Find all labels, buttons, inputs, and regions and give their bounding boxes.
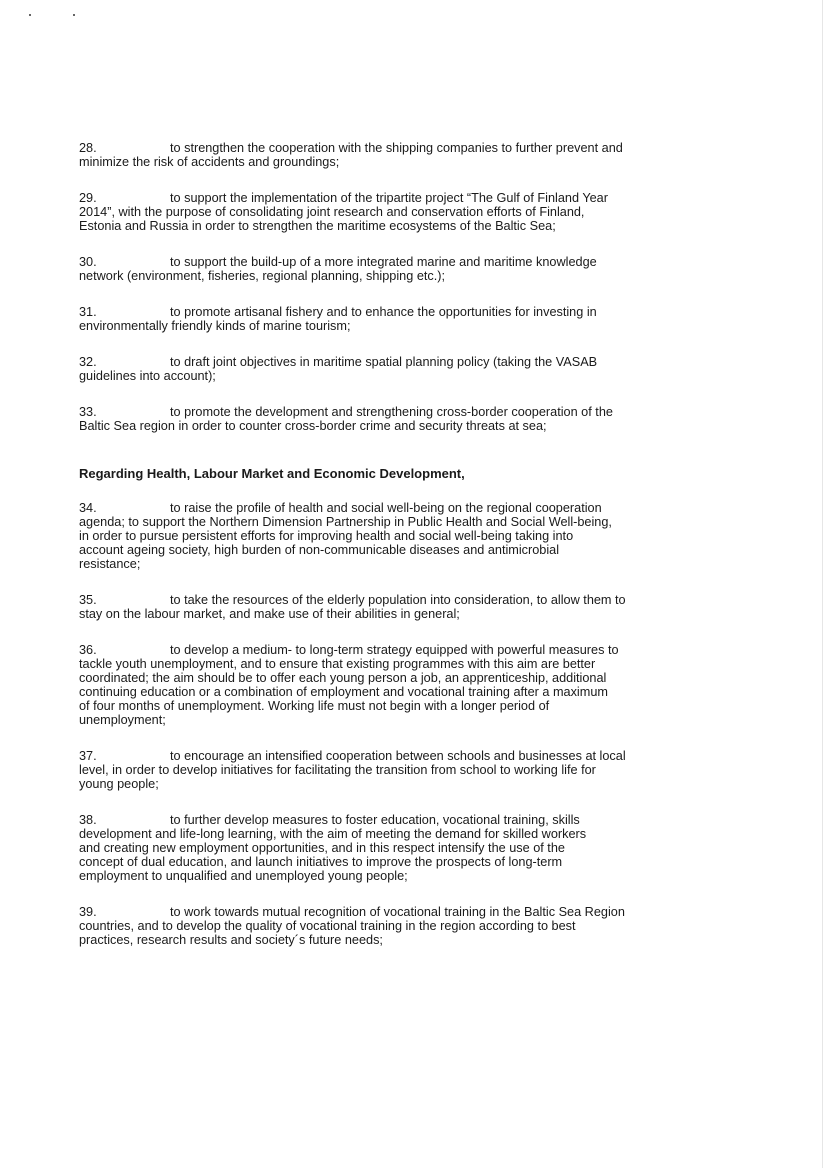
paragraph-text: Estonia and Russia in order to strengthen the maritime ecosystems of the Baltic Sea; [79,219,556,233]
numbered-paragraph [79,749,759,791]
paragraph-line [79,657,759,671]
paragraph-line [79,543,759,557]
paragraph-line [79,699,759,713]
paragraph-text: in order to pursue persistent efforts for improving health and social well-being taking into [79,529,574,543]
paragraph-text: coordinated; the aim should be to offer each young person a job, an apprenticeship, additional [79,671,607,685]
scan-speck [29,14,31,16]
paragraph-line [79,841,759,855]
paragraph-line [79,827,759,841]
paragraph-text: to promote artisanal fishery and to enhance the opportunities for investing in [170,305,597,319]
scan-speck [73,14,75,16]
scan-edge [822,0,823,1168]
paragraph-line [79,269,759,283]
document-body [79,141,759,969]
paragraph-text: minimize the risk of accidents and groundings; [79,155,340,169]
paragraph-line [79,191,759,205]
paragraph-number: 30. [79,255,97,269]
numbered-paragraph [79,593,759,621]
paragraph-line [79,155,759,169]
paragraph-text: development and life-long learning, with the aim of meeting the demand for skilled workers [79,827,587,841]
paragraph-line [79,557,759,571]
paragraph-text: to take the resources of the elderly population into consideration, to allow them to [170,593,626,607]
paragraph-line [79,685,759,699]
paragraph-text: concept of dual education, and launch initiatives to improve the prospects of long-term [79,855,563,869]
paragraph-text: and creating new employment opportunities, and in this respect intensify the use of the [79,841,565,855]
paragraph-number: 36. [79,643,97,657]
paragraph-line [79,643,759,657]
paragraph-line [79,855,759,869]
paragraph-line [79,713,759,727]
numbered-paragraph [79,255,759,283]
paragraph-number: 34. [79,501,97,515]
paragraph-line [79,749,759,763]
paragraph-line [79,529,759,543]
maritime-items [79,141,759,433]
paragraph-number: 29. [79,191,97,205]
paragraph-number: 31. [79,305,97,319]
paragraph-text: resistance; [79,557,141,571]
paragraph-number: 28. [79,141,97,155]
paragraph-text: Baltic Sea region in order to counter cross-border crime and security threats at sea; [79,419,547,433]
paragraph-text: to raise the profile of health and social well-being on the regional cooperation [170,501,602,515]
numbered-paragraph [79,643,759,727]
paragraph-line [79,763,759,777]
paragraph-line [79,607,759,621]
paragraph-line [79,319,759,333]
paragraph-line [79,593,759,607]
paragraph-number: 33. [79,405,97,419]
paragraph-line [79,141,759,155]
paragraph-line [79,219,759,233]
paragraph-text: agenda; to support the Northern Dimension Partnership in Public Health and Social Well-being, [79,515,612,529]
numbered-paragraph [79,905,759,947]
numbered-paragraph [79,191,759,233]
paragraph-line [79,419,759,433]
paragraph-number: 39. [79,905,97,919]
paragraph-text: to support the implementation of the tripartite project “The Gulf of Finland Year [170,191,608,205]
paragraph-text: to draft joint objectives in maritime spatial planning policy (taking the VASAB [170,355,598,369]
paragraph-text: to support the build-up of a more integrated marine and maritime knowledge [170,255,597,269]
paragraph-line [79,355,759,369]
paragraph-text: young people; [79,777,159,791]
paragraph-line [79,369,759,383]
paragraph-line [79,919,759,933]
paragraph-line [79,671,759,685]
paragraph-text: to further develop measures to foster education, vocational training, skills [170,813,580,827]
paragraph-text: practices, research results and society´s future needs; [79,933,383,947]
section-heading: Regarding Health, Labour Market and Economic Development, [79,466,465,481]
paragraph-number: 37. [79,749,97,763]
paragraph-text: to promote the development and strengthening cross-border cooperation of the [170,405,613,419]
paragraph-number: 38. [79,813,97,827]
paragraph-text: employment to unqualified and unemployed young people; [79,869,408,883]
paragraph-text: to strengthen the cooperation with the shipping companies to further prevent and [170,141,623,155]
numbered-paragraph [79,355,759,383]
paragraph-text: network (environment, fisheries, regional planning, shipping etc.); [79,269,446,283]
paragraph-line [79,255,759,269]
paragraph-number: 32. [79,355,97,369]
paragraph-number: 35. [79,593,97,607]
numbered-paragraph [79,405,759,433]
paragraph-line [79,501,759,515]
paragraph-text: account ageing society, high burden of non-communicable diseases and antimicrobial [79,543,560,557]
paragraph-text: continuing education or a combination of employment and vocational training after a maximum [79,685,608,699]
paragraph-text: environmentally friendly kinds of marine tourism; [79,319,351,333]
paragraph-text: level, in order to develop initiatives for facilitating the transition from school to working life for [79,763,596,777]
paragraph-line [79,933,759,947]
numbered-paragraph [79,501,759,571]
paragraph-text: to develop a medium- to long-term strategy equipped with powerful measures to [170,643,619,657]
paragraph-text: to work towards mutual recognition of vocational training in the Baltic Sea Region [170,905,625,919]
paragraph-text: countries, and to develop the quality of vocational training in the region according to best [79,919,576,933]
paragraph-line [79,205,759,219]
paragraph-line [79,515,759,529]
paragraph-line [79,405,759,419]
numbered-paragraph [79,141,759,169]
paragraph-line [79,869,759,883]
paragraph-line [79,905,759,919]
paragraph-text: of four months of unemployment. Working life must not begin with a longer period of [79,699,550,713]
paragraph-text: guidelines into account); [79,369,216,383]
paragraph-text: 2014”, with the purpose of consolidating joint research and conservation efforts of Finland, [79,205,585,219]
paragraph-line [79,777,759,791]
health-labour-items [79,501,759,947]
paragraph-text: stay on the labour market, and make use of their abilities in general; [79,607,460,621]
paragraph-text: unemployment; [79,713,166,727]
paragraph-text: to encourage an intensified cooperation between schools and businesses at local [170,749,626,763]
paragraph-text: tackle youth unemployment, and to ensure that existing programmes with this aim are better [79,657,596,671]
paragraph-line [79,305,759,319]
numbered-paragraph [79,305,759,333]
numbered-paragraph [79,813,759,883]
paragraph-line [79,813,759,827]
